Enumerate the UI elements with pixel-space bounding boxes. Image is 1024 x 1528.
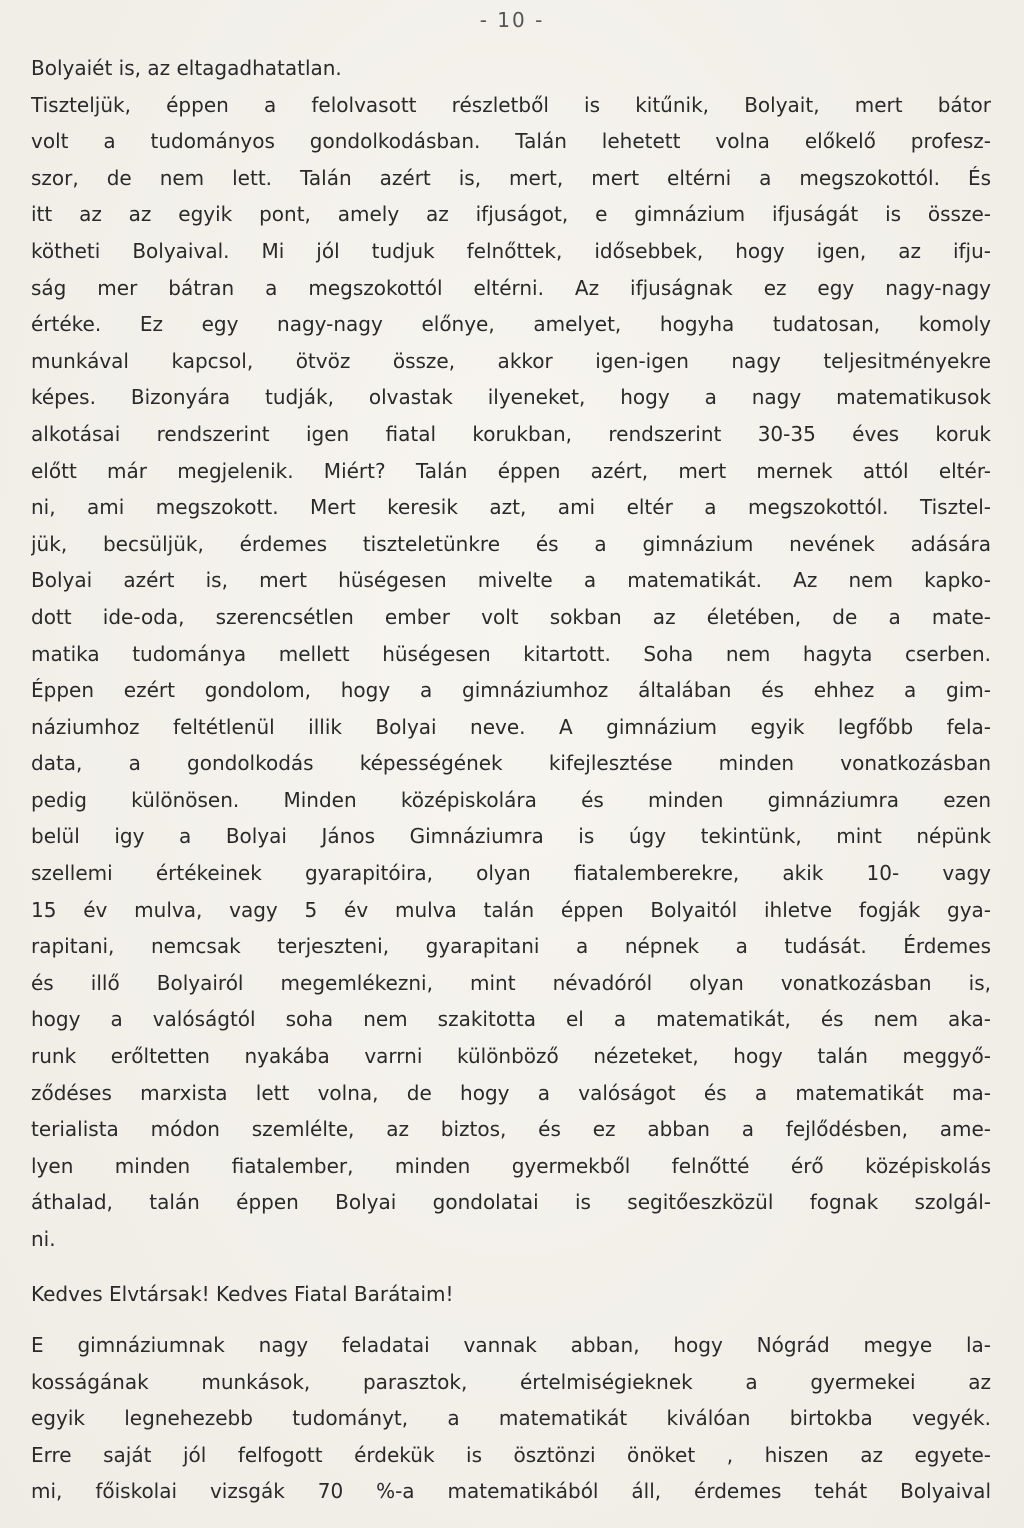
text-line: ság mer bátran a megszokottól eltérni. Az ifjuságnak ez egy nagy-nagy (31, 275, 991, 300)
paragraph-bolyai-tribute (31, 50, 991, 1258)
text-line: pedig különösen. Minden középiskolára és minden gimnáziumra ezen (31, 787, 991, 812)
text-line: terialista módon szemlélte, az biztos, és ez abban a fejlődésben, ame- (31, 1117, 991, 1142)
text-line: Bolyaiét is, az eltagadhatatlan. (31, 56, 342, 80)
text-line: és illő Bolyairól megemlékezni, mint névadóról olyan vonatkozásban is, (31, 970, 991, 995)
text-line: jük, becsüljük, érdemes tiszteletünkre és a gimnázium nevének adására (31, 531, 991, 556)
text-line: dott ide-oda, szerencsétlen ember volt sokban az életében, de a mate- (31, 604, 991, 629)
text-line: data, a gondolkodás képességének kifejlesztése minden vonatkozásban (31, 751, 991, 776)
text-line: lyen minden fiatalember, minden gyermekből felnőtté érő középiskolás (31, 1153, 991, 1178)
text-line: hogy a valóságtól soha nem szakitotta el a matematikát, és nem aka- (31, 1007, 991, 1032)
text-line: volt a tudományos gondolkodásban. Talán lehetett volna előkelő profesz- (31, 129, 991, 154)
paragraph-salutation (31, 1276, 991, 1313)
text-line: E gimnáziumnak nagy feladatai vannak abban, hogy Nógrád megye la- (31, 1333, 991, 1357)
text-line: szor, de nem lett. Talán azért is, mert, mert eltérni a megszokottól. És (31, 165, 991, 190)
text-line: szellemi értékeinek gyarapitóira, olyan fiatalemberekre, akik 10- vagy (31, 861, 991, 886)
paragraph-school-tasks (31, 1327, 991, 1510)
text-line: mi, főiskolai vizsgák 70 %-a matematikából áll, érdemes tehát Bolyaival (31, 1479, 991, 1504)
text-line: matika tudománya mellett hüségesen kitartott. Soha nem hagyta cserben. (31, 641, 991, 666)
text-line: ződéses marxista lett volna, de hogy a valóságot és a matematikát ma- (31, 1080, 991, 1105)
text-line: itt az az egyik pont, amely az ifjuságot, e gimnázium ifjuságát is össze- (31, 202, 991, 227)
text-line: előtt már megjelenik. Miért? Talán éppen azért, mert mernek attól eltér- (31, 458, 991, 483)
text-line: rapitani, nemcsak terjeszteni, gyarapitani a népnek a tudását. Érdemes (31, 934, 991, 959)
text-line: 15 év mulva, vagy 5 év mulva talán éppen Bolyaitól ihletve fogják gya- (31, 897, 991, 922)
text-line: runk erőltetten nyakába varrni különböző nézeteket, hogy talán meggyő- (31, 1044, 991, 1069)
text-line: náziumhoz feltétlenül illik Bolyai neve. A gimnázium egyik legfőbb fela- (31, 714, 991, 739)
text-line: kosságának munkások, parasztok, értelmiségieknek a gyermekei az (31, 1369, 991, 1394)
text-line: alkotásai rendszerint igen fiatal korukban, rendszerint 30-35 éves koruk (31, 421, 991, 446)
text-line: Bolyai azért is, mert hüségesen mivelte a matematikát. Az nem kapko- (31, 568, 991, 593)
text-line: értéke. Ez egy nagy-nagy előnye, amelyet, hogyha tudatosan, komoly (31, 312, 991, 337)
text-line: egyik legnehezebb tudományt, a matematikát kiválóan birtokba vegyék. (31, 1406, 991, 1431)
text-line: képes. Bizonyára tudják, olvastak ilyeneket, hogy a nagy matematikusok (31, 385, 991, 410)
page-number: - 10 - (479, 8, 545, 32)
text-line: Éppen ezért gondolom, hogy a gimnáziumhoz általában és ehhez a gim- (31, 678, 991, 703)
text-line: munkával kapcsol, ötvöz össze, akkor igen-igen nagy teljesitményekre (31, 348, 991, 373)
text-line: ni, ami megszokott. Mert keresik azt, ami eltér a megszokottól. Tisztel- (31, 495, 991, 520)
text-line: ni. (31, 1227, 56, 1251)
text-line: kötheti Bolyaival. Mi jól tudjuk felnőttek, idősebbek, hogy igen, az ifju- (31, 238, 991, 263)
salutation-line: Kedves Elvtársak! Kedves Fiatal Barátaim! (31, 1282, 454, 1306)
text-line: Erre saját jól felfogott érdekük is ösztönzi önöket , hiszen az egyete- (31, 1442, 991, 1467)
text-line: áthalad, talán éppen Bolyai gondolatai is segitőeszközül fognak szolgál- (31, 1190, 991, 1215)
text-line: belül igy a Bolyai János Gimnáziumra is úgy tekintünk, mint népünk (31, 824, 991, 849)
text-line: Tiszteljük, éppen a felolvasott részletből is kitűnik, Bolyait, mert bátor (31, 92, 991, 117)
